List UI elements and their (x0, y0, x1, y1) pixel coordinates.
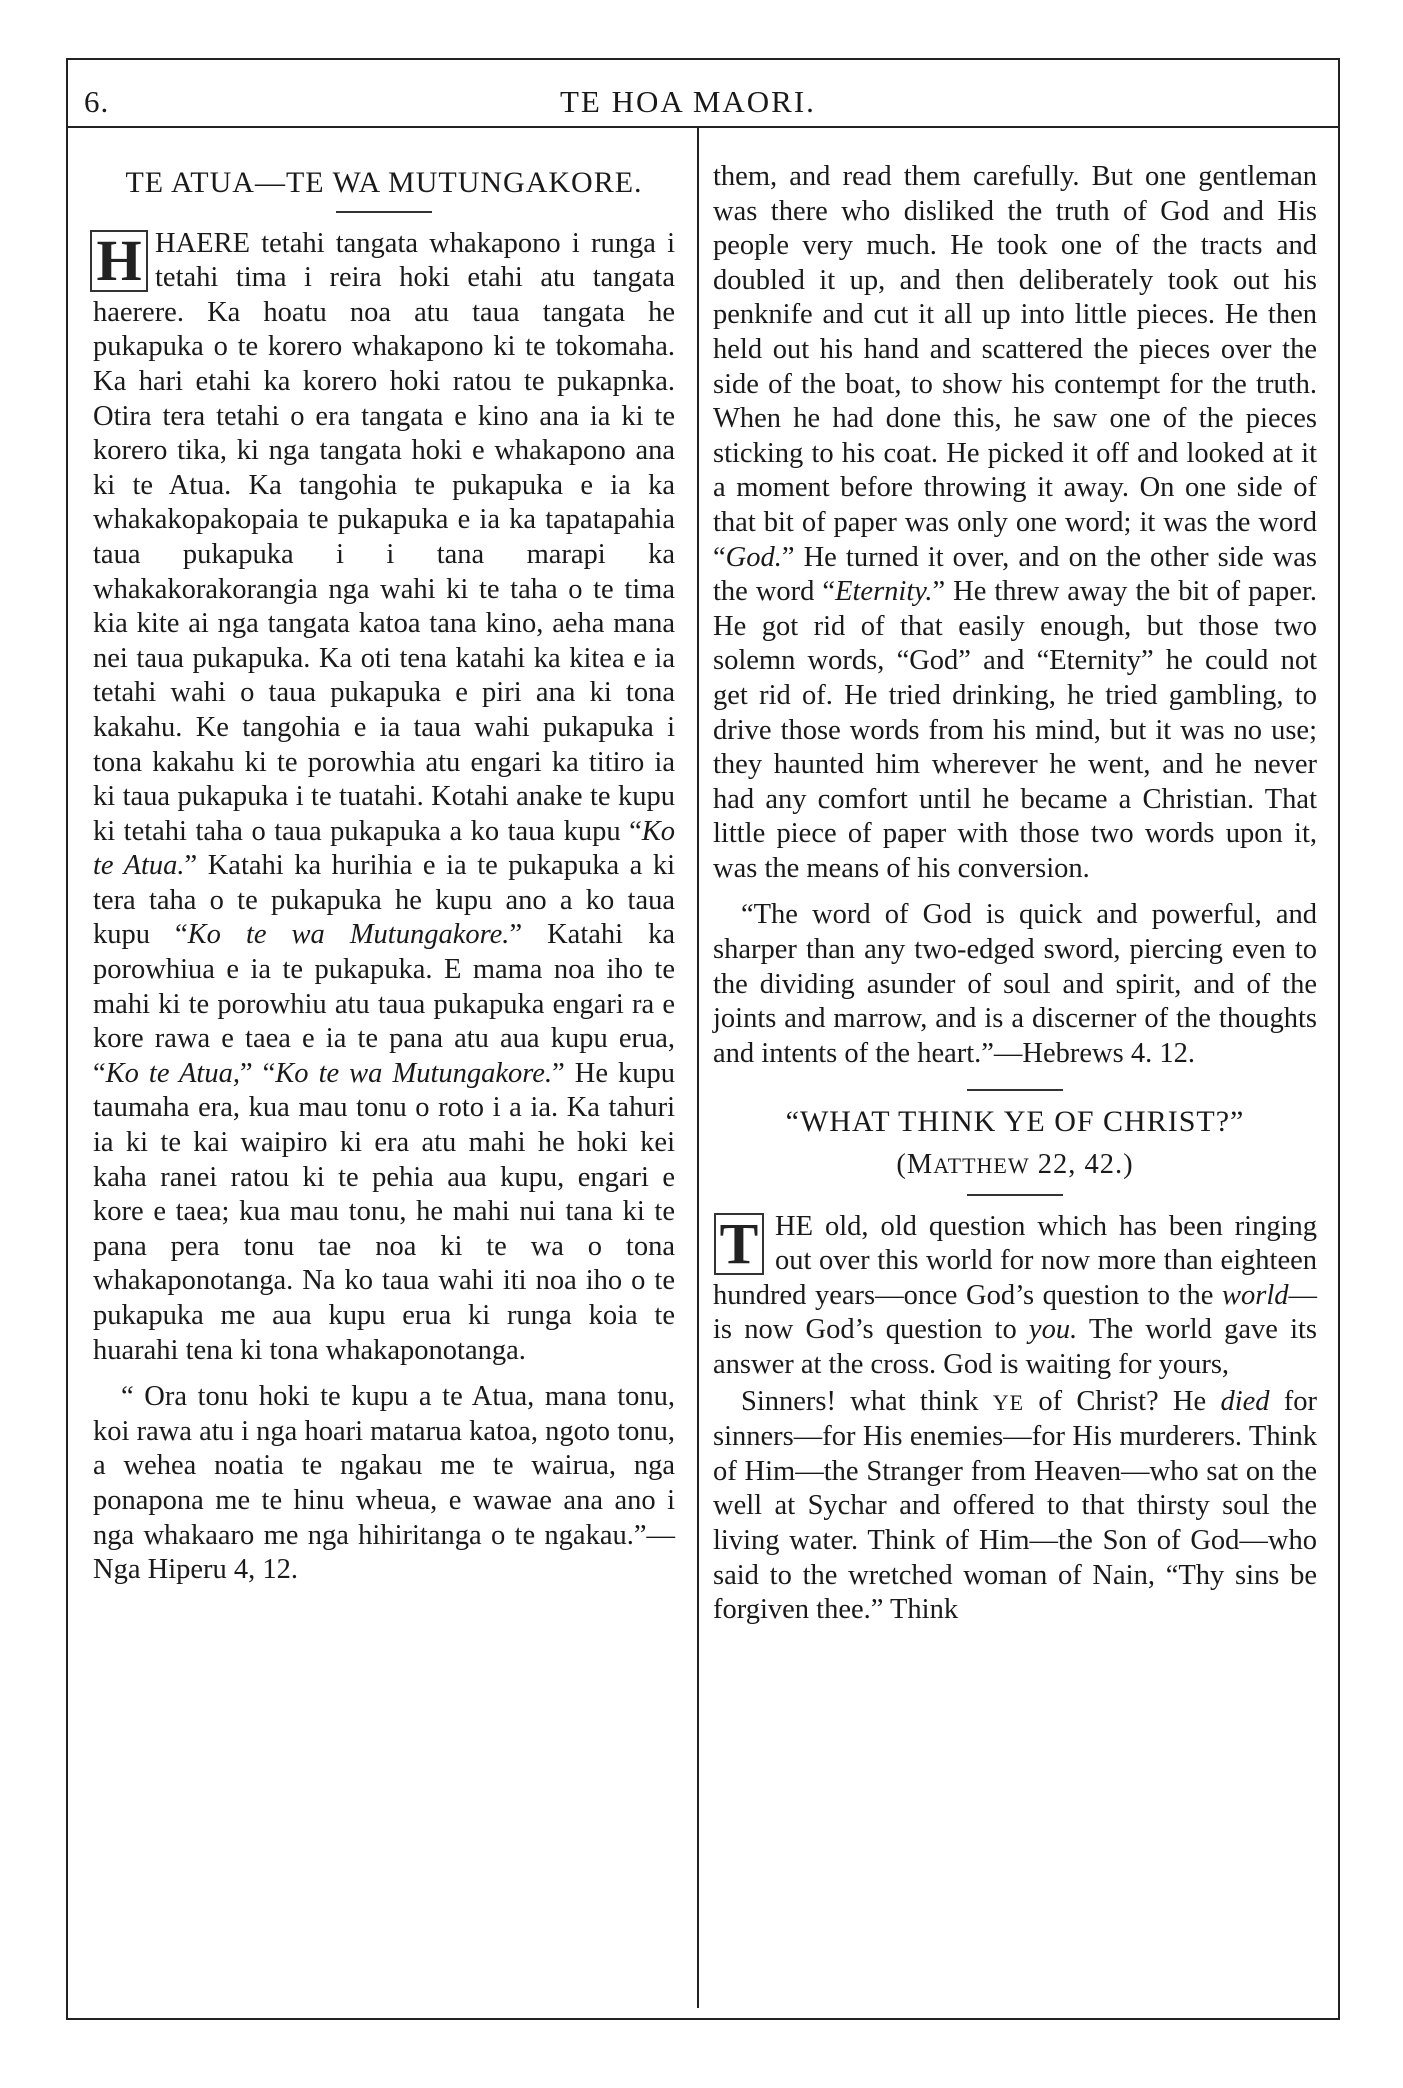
publication-title: TE HOA MAORI. (560, 84, 816, 119)
left-article-heading: TE ATUA—TE WA MUTUNGAKORE. (125, 166, 643, 199)
right-article-heading: “WHAT THINK YE OF CHRIST?” (785, 1105, 1245, 1139)
column-divider (697, 128, 699, 2008)
header-rule (66, 126, 1340, 128)
decorative-drop-cap: H (93, 231, 145, 291)
section-rule (967, 1089, 1063, 1091)
right-paragraph-2: “The word of God is quick and powerful, and sharper than any two-edged sword, piercing even to the dividing asunder of soul and spirit, and of the joints and marrow, and is a discerner of the thoughts and intents of the heart.”—Hebrews 4. 12. (713, 899, 1317, 1069)
top-rule (66, 58, 1340, 60)
left-column (93, 160, 675, 1588)
bottom-rule (66, 2018, 1340, 2020)
right-column (713, 160, 1317, 1628)
right-paragraph-3: T HE old, old question which has been ringing out over this world for now more than eighteen hundred years—once God’s question to the world—is now God’s question to you. The world gave its answer at the cross. God is waiting for yours, (713, 1210, 1317, 1380)
right-border (1338, 58, 1340, 2020)
heading-rule (336, 211, 432, 213)
page-number: 6. (84, 84, 110, 119)
left-paragraph-1: H HAERE tetahi tangata whakapono i runga i tetahi tima i reira hoki etahi atu tangata haerere. Ka hoatu noa atu taua tangata he pukapuka o te korero whakapono ki te tokomaha. Ka hari etahi ka korero hoki ratou te pukapnka. Otira tera tetahi o era tangata e kino ana ia ki te korero tika, ki nga tangata hoki e whakapono ana ki te Atua. Ka tangohia te pukapuka e ia ka whakakopakopaia te pukapuka e ia ka tapatapahia taua pukapuka i i tana marapi ka whakakorakorangia nga wahi ki te taha o te tima kia kite ai nga tangata katoa tana kino, aeha mana nei taua pukapuka. Ka oti tena katahi ka kitea e ia tetahi wahi o taua pukapuka e piri ana ki tona kakahu. Ke tangohia e ia taua wahi pukapuka i tona kakahu ki te porowhia atu engari ka titiro ia ki taua pukapuka i te tuatahi. Kotahi anake te kupu ki tetahi taha o taua pukapuka a ko taua kupu “Ko te Atua.” Katahi ka hurihia e ia te pukapuka a ki tera taha o te pukapuka he kupu ano a ko taua kupu “Ko te wa Mutungakore.” Katahi ka porowhiua e ia te pukapuka. E mama noa iho te mahi ki te porowhiu atu taua pukapuka engari ra e kore rawa e taea e ia te pana atu aua kupu erua, “Ko te Atua,” “Ko te wa Mutungakore.” He kupu taumaha era, kua mau tonu o roto i a ia. Ka tahuri ia ki te kai waipiro ki era atu mahi he hoki kei kaha ranei ratou ki te pehia aua kupu, engari e kore e taea; kua mau tonu, he mahi nui tana ki te pana pera tonu tae noa ki te wa o tona whakaponotanga. Na ko taua wahi iti noa iho o te pukapuka me aua kupu erua ki runga koia te huarahi tena ki tona whakaponotanga. (93, 227, 675, 1369)
left-border (66, 58, 68, 2020)
subheading-rule (967, 1194, 1063, 1196)
left-paragraph-2: “ Ora tonu hoki te kupu a te Atua, mana tonu, koi rawa atu i nga hoari matarua katoa, ngoto tonu, a wehea noatia te ngakau me te wairua, nga ponapona me te hinu wheua, e wawae ana ano i nga whakaaro me nga hihiritanga o te ngakau.”—Nga Hiperu 4, 12. (93, 1381, 675, 1586)
scripture-reference: (MATTHEW 22, 42.) (896, 1149, 1134, 1181)
right-paragraph-4: Sinners! what think YE of Christ? He died for sinners—for His enemies—for His murderers. Think of Him—the Stranger from Heaven—who sat on the well at Sychar and offered to that thirsty soul the living water. Think of Him—the Son of God—who said to the wretched woman of Nain, “Thy sins be forgiven thee.” Think (713, 1385, 1318, 1626)
right-paragraph-1: them, and read them carefully. But one gentleman was there who disliked the truth of God and His people very much. He took one of the tracts and doubled it up, and then deliberately took out his penknife and cut it all up into little pieces. He then held out his hand and scattered the pieces over the side of the boat, to show his contempt for the truth. When he had done this, he saw one of the pieces sticking to his coat. He picked it off and looked at it a moment before throwing it away. On one side of that bit of paper was only one word; it was the word “God.” He turned it over, and on the other side was the word “Eternity.” He threw away the bit of paper. He got rid of that easily enough, but those two solemn words, “God” and “Eternity” he could not get rid of. He tried drinking, he tried gambling, to drive those words from his mind, but it was no use; they haunted him wherever he went, and he never had any comfort until he became a Christian. That little piece of paper with those two words upon it, was the means of his conversion. (713, 161, 1318, 884)
decorative-drop-cap-2: T (713, 1214, 765, 1274)
